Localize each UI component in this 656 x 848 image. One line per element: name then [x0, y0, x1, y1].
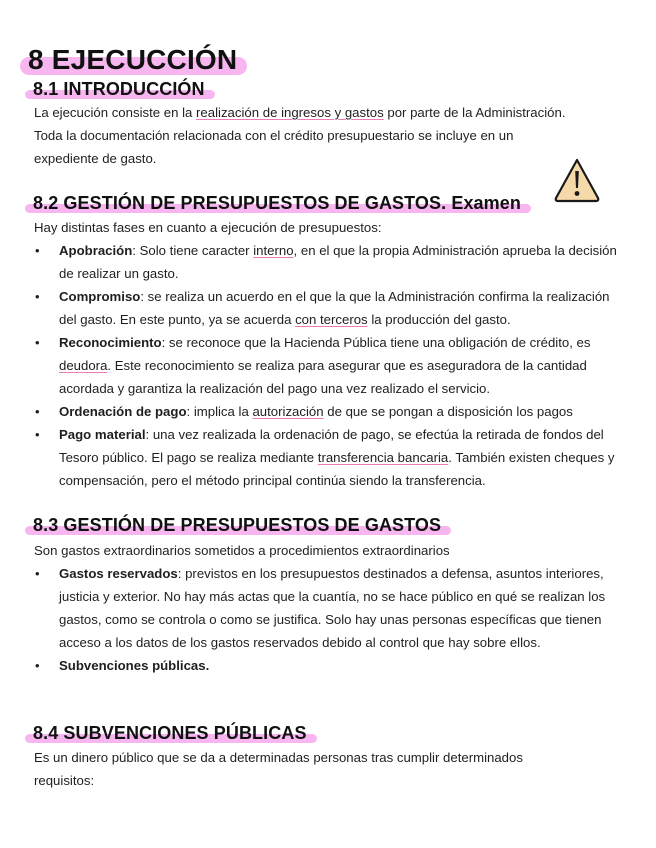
section-8-4-body [34, 746, 624, 792]
list-item [34, 400, 626, 423]
warning-triangle-icon [552, 156, 602, 204]
text: por parte de la Administración. [383, 105, 566, 120]
section-8-1-body [34, 101, 624, 170]
text: : se realiza un acuerdo en el que la que la Administración confirma la realización del gasto. En este punto, ya se acuerda [59, 289, 610, 327]
list-item [34, 654, 626, 677]
text: , en el que la propia Administración aprueba la decisión de realizar un gasto. [59, 243, 617, 281]
text: . También existen cheques y compensación, pero el método principal continúa siendo la transferencia. [59, 450, 615, 488]
term: Ordenación de pago [59, 404, 187, 419]
list-item [34, 239, 626, 285]
underlined-text: autorización [252, 404, 324, 419]
text: de que se pongan a disposición los pagos [323, 404, 573, 419]
list-item [34, 331, 626, 400]
section-8-2-intro: Hay distintas fases en cuanto a ejecución de presupuestos: [34, 220, 382, 235]
text: La ejecución consiste en la [34, 105, 197, 120]
list-item [34, 423, 626, 492]
text: : se reconoce que la Hacienda Pública tiene una obligación de crédito, es [161, 335, 591, 350]
section-8-2-title: 8.2 GESTIÓN DE PRESUPUESTOS DE GASTOS. Examen [33, 193, 521, 213]
list-item [34, 562, 626, 654]
extraordinary-expenses-list [34, 562, 626, 677]
underlined-text: con terceros [295, 312, 368, 327]
paragraph-line [34, 101, 624, 124]
section-8-3-intro: Son gastos extraordinarios sometidos a procedimientos extraordinarios [34, 543, 450, 558]
paragraph-line: requisitos: [34, 773, 95, 788]
term: Apobración [59, 243, 133, 258]
underlined-text: deudora [59, 358, 108, 373]
term: Compromiso [59, 289, 141, 304]
section-8-1-title: 8.1 INTRODUCCIÓN [33, 79, 205, 99]
phases-list [34, 239, 626, 492]
term: Gastos reservados [59, 566, 178, 581]
text: : Solo tiene caracter [132, 243, 254, 258]
text: la producción del gasto. [367, 312, 511, 327]
underlined-text: interno [253, 243, 294, 258]
underlined-text: realización de ingresos y gastos [196, 105, 384, 120]
text: : implica la [186, 404, 253, 419]
paragraph-line: expediente de gasto. [34, 151, 157, 166]
term: Subvenciones públicas. [59, 658, 210, 673]
text: : una vez realizada la ordenación de pago, se efectúa la retirada de fondos del Tesoro público. El pago se realiza mediante [59, 427, 604, 465]
text: : previstos en los presupuestos destinados a defensa, asuntos interiores, justicia y exterior. No hay más actas que la cuantía, no se hace público en qué se realizan los gastos, como se controla o como se justifica. Solo hay unas personas específicas que tienen acceso a los datos de los gastos reservados debido al control que hay sobre ellos. [59, 566, 606, 650]
term: Reconocimiento [59, 335, 162, 350]
list-item [34, 285, 626, 331]
paragraph-line: Es un dinero público que se da a determinadas personas tras cumplir determinados [34, 750, 523, 765]
section-8-3-title: 8.3 GESTIÓN DE PRESUPUESTOS DE GASTOS [33, 515, 442, 535]
section-8-title: 8 EJECUCCIÓN [28, 44, 238, 75]
underlined-text: transferencia bancaria [317, 450, 449, 465]
term: Pago material [59, 427, 146, 442]
paragraph-line: Toda la documentación relacionada con el crédito presupuestario se incluye en un [34, 128, 514, 143]
section-8-4-title: 8.4 SUBVENCIONES PÚBLICAS [33, 723, 307, 743]
text: . Este reconocimiento se realiza para asegurar que es aseguradora de la cantidad acordada y garantiza la realización del pago una vez realizado el servicio. [59, 358, 587, 396]
